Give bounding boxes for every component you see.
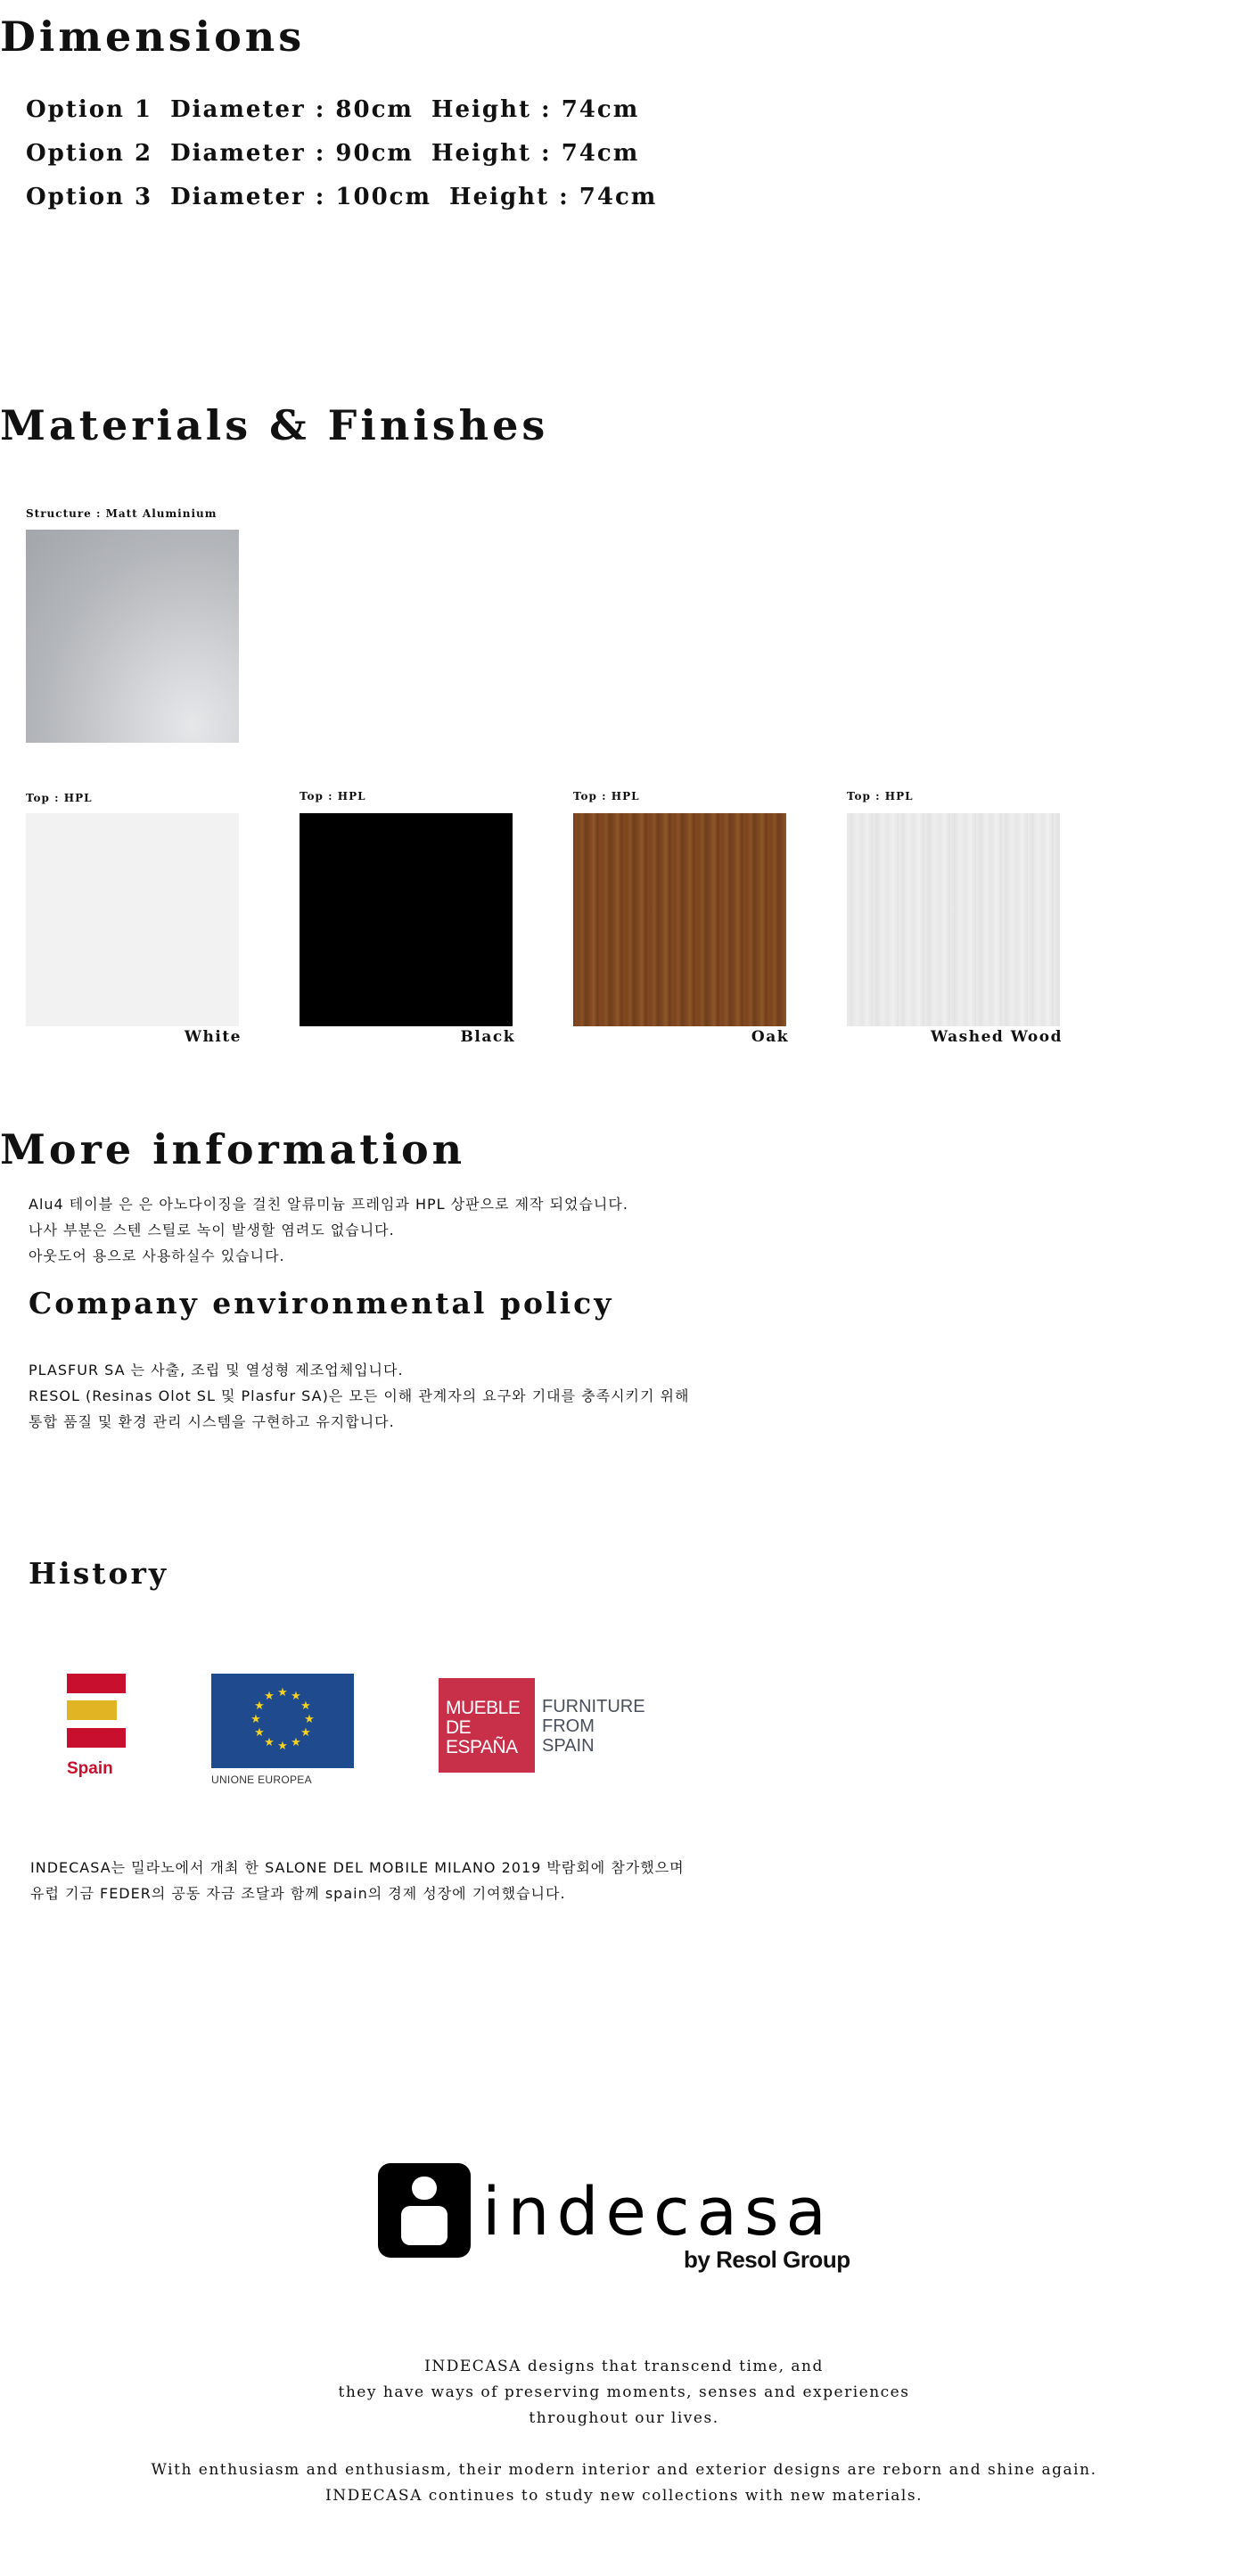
top-label-washed-wood: Top : HPL: [847, 790, 914, 802]
spain-logo-red-stripe-top: [67, 1674, 126, 1693]
structure-label: Structure : Matt Aluminium: [26, 507, 218, 520]
closing-line: INDECASA continues to study new collections with new materials.: [325, 2487, 923, 2505]
dimensions-title: Dimensions: [0, 12, 306, 61]
height-value: Height : 74cm: [449, 184, 658, 210]
top-label-white: Top : HPL: [26, 792, 93, 804]
mueble-logo-text: MUEBLE DE ESPAÑA: [446, 1698, 521, 1757]
closing-line: With enthusiasm and enthusiasm, their modern interior and exterior designs are reborn and shine again.: [151, 2461, 1097, 2479]
dimension-option-2: [26, 140, 657, 167]
more-info-text: [29, 1191, 628, 1269]
resol-group-subtitle: by Resol Group: [684, 2246, 850, 2273]
top-swatch-black: [300, 813, 513, 1026]
svg-text:★: ★: [250, 1713, 261, 1726]
policy-line: 통합 품질 및 환경 관리 시스템을 구현하고 유지합니다.: [29, 1413, 395, 1430]
spain-logo-text: Spain: [67, 1759, 113, 1778]
top-swatch-washed-wood: [847, 813, 1060, 1026]
spain-logo-red-stripe-bottom: [67, 1728, 126, 1748]
svg-text:★: ★: [304, 1713, 315, 1726]
svg-text:★: ★: [291, 1736, 301, 1749]
eu-logo: [211, 1674, 354, 1791]
diameter-value: Diameter : 80cm: [170, 96, 414, 123]
spain-logo: [67, 1674, 126, 1785]
tagline-line: throughout our lives.: [529, 2409, 719, 2427]
more-info-line: 아웃도어 용으로 사용하실수 있습니다.: [29, 1247, 285, 1264]
policy-line: PLASFUR SA 는 사출, 조립 및 열성형 제조업체입니다.: [29, 1362, 404, 1379]
mueble-de-espana-logo: [439, 1678, 535, 1773]
brand-tagline: [0, 2354, 1248, 2432]
option-label: Option 3: [26, 184, 153, 210]
svg-text:★: ★: [254, 1726, 265, 1740]
svg-text:★: ★: [277, 1740, 288, 1753]
svg-text:★: ★: [291, 1690, 301, 1703]
dimension-option-1: [26, 96, 657, 123]
option-label: Option 1: [26, 96, 153, 123]
svg-text:★: ★: [300, 1726, 311, 1740]
svg-text:★: ★: [300, 1700, 311, 1713]
diameter-value: Diameter : 90cm: [170, 140, 414, 167]
top-name-oak: Oak: [751, 1028, 789, 1046]
policy-text: [29, 1357, 689, 1435]
history-text: [30, 1855, 685, 1906]
height-value: Height : 74cm: [431, 96, 640, 123]
svg-text:★: ★: [254, 1700, 265, 1713]
height-value: Height : 74cm: [431, 140, 640, 167]
svg-text:★: ★: [264, 1736, 275, 1749]
more-info-title: More information: [0, 1125, 466, 1173]
furniture-from-spain-text: FURNITURE FROM SPAIN: [542, 1697, 645, 1756]
spain-logo-yellow-stripe: [67, 1700, 117, 1720]
eu-flag-icon: [211, 1674, 354, 1768]
diameter-value: Diameter : 100cm: [170, 184, 431, 210]
history-line: INDECASA는 밀라노에서 개최 한 SALONE DEL MOBILE MILANO 2019 박람회에 참가했으며: [30, 1859, 685, 1876]
top-swatch-oak: [573, 813, 786, 1026]
svg-text:★: ★: [264, 1690, 275, 1703]
policy-title: Company environmental policy: [29, 1286, 614, 1321]
top-name-washed-wood: Washed Wood: [931, 1028, 1063, 1046]
brand-closing: [0, 2457, 1248, 2509]
indecasa-wordmark: indecasa: [482, 2174, 833, 2251]
tagline-line: INDECASA designs that transcend time, and: [424, 2358, 824, 2375]
history-line: 유럽 기금 FEDER의 공동 자금 조달과 함께 spain의 경제 성장에 기여했습니다.: [30, 1885, 566, 1902]
option-label: Option 2: [26, 140, 153, 167]
materials-title: Materials & Finishes: [0, 401, 549, 449]
more-info-line: 나사 부분은 스텐 스틸로 녹이 발생할 염려도 없습니다.: [29, 1222, 395, 1239]
top-swatch-white: [26, 813, 239, 1026]
svg-text:★: ★: [277, 1686, 288, 1700]
top-name-black: Black: [460, 1028, 515, 1046]
top-label-oak: Top : HPL: [573, 790, 640, 802]
history-title: History: [29, 1556, 169, 1591]
structure-swatch-matt-aluminium: [26, 530, 239, 743]
tagline-line: they have ways of preserving moments, senses and experiences: [338, 2383, 910, 2401]
dimension-option-3: [26, 184, 675, 210]
top-label-black: Top : HPL: [300, 790, 366, 802]
policy-line: RESOL (Resinas Olot SL 및 Plasfur SA)은 모든 이해 관계자의 요구와 기대를 충족시키기 위해: [29, 1387, 690, 1404]
eu-logo-text: UNIONE EUROPEA: [211, 1774, 312, 1786]
more-info-line: Alu4 테이블 은 은 아노다이징을 걸친 알류미늄 프레임과 HPL 상판으로 제작 되었습니다.: [29, 1196, 628, 1213]
top-name-white: White: [184, 1028, 242, 1046]
indecasa-logo-icon: [378, 2163, 471, 2258]
